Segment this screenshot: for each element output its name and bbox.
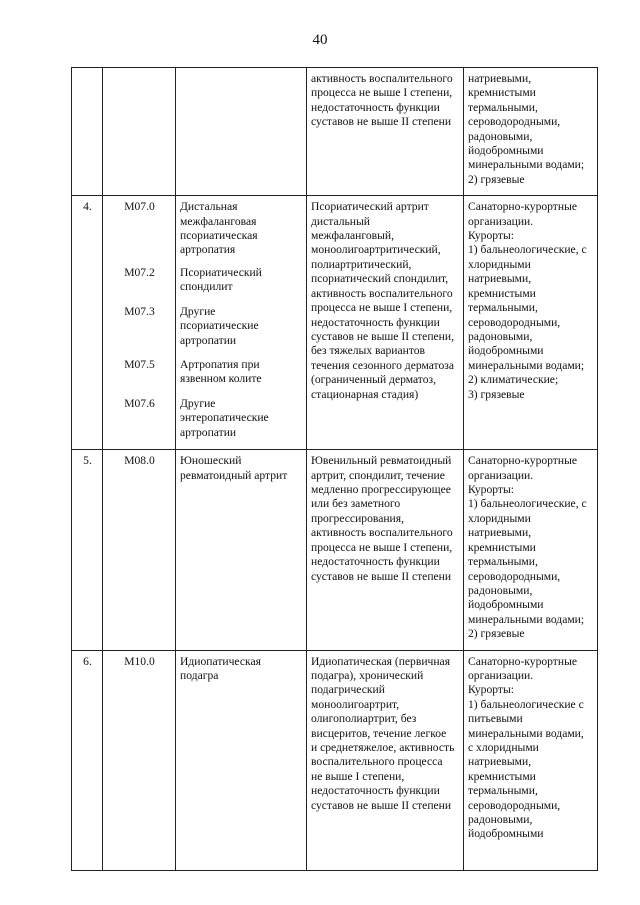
description-line: недостаточность функции bbox=[311, 100, 440, 114]
icd-code: M07.6 bbox=[124, 396, 155, 410]
treatment-line: Курорты: bbox=[468, 683, 514, 697]
treatment-line: минеральными водами; bbox=[468, 158, 585, 172]
description-line: подагрический bbox=[311, 683, 385, 697]
description-line: прогрессирования, bbox=[311, 511, 404, 525]
clinical-description-cell bbox=[307, 68, 464, 196]
description-line: не выше I степени, bbox=[311, 769, 405, 783]
description-line: Псориатический артрит bbox=[311, 200, 429, 214]
description-line: псориатический спондилит, bbox=[311, 272, 449, 286]
treatment-line: Курорты: bbox=[468, 229, 514, 243]
treatment-line: питьевыми bbox=[468, 712, 523, 726]
row-number-cell bbox=[72, 68, 103, 196]
icd-code-cell bbox=[103, 450, 176, 650]
treatment-line: 1) бальнеологические с bbox=[468, 697, 584, 711]
description-line: стационарная стадия) bbox=[311, 387, 419, 401]
treatment-line: радоновыми, bbox=[468, 329, 533, 343]
description-line: моноолигоартритический, bbox=[311, 243, 441, 257]
treatment-line: Санаторно-курортные bbox=[468, 200, 578, 214]
row-number: 6. bbox=[83, 654, 92, 668]
diagnosis-name-line: энтеропатические bbox=[180, 411, 269, 425]
diagnosis-name-line: артропатии bbox=[180, 425, 237, 439]
diagnosis-name-line: Другие bbox=[180, 396, 216, 410]
description-line: суставов не выше II степени bbox=[311, 115, 452, 129]
treatment-line: минеральными водами; bbox=[468, 358, 585, 372]
treatment-line: радоновыми, bbox=[468, 813, 533, 826]
description-line: активность воспалительного bbox=[311, 526, 453, 540]
description-line: процесса не выше I степени, bbox=[311, 301, 453, 315]
diagnosis-name-line: ревматоидный артрит bbox=[180, 468, 288, 482]
treatment-line: радоновыми, bbox=[468, 583, 533, 597]
treatment-line: термальными, bbox=[468, 784, 538, 798]
table-row bbox=[72, 450, 598, 650]
treatment-line: организации. bbox=[468, 668, 534, 682]
diagnosis-name-line: подагра bbox=[180, 668, 219, 682]
treatment-line: кремнистыми bbox=[468, 540, 536, 554]
treatment-line: натриевыми, bbox=[468, 272, 532, 286]
treatment-line: сероводородными, bbox=[468, 115, 561, 129]
treatment-cell bbox=[464, 196, 598, 450]
treatment-line: сероводородными, bbox=[468, 315, 561, 329]
icd-code: M08.0 bbox=[124, 454, 155, 468]
description-line: недостаточность функции bbox=[311, 315, 440, 329]
icd-code-cell bbox=[103, 650, 176, 870]
description-line: подагра), хронический bbox=[311, 668, 424, 682]
diagnosis-name-line: артропатии bbox=[180, 333, 237, 347]
treatment-line: йодобромными bbox=[468, 144, 544, 158]
diagnosis-name-cell bbox=[176, 68, 307, 196]
diagnosis-name-line: псориатическая bbox=[180, 229, 258, 243]
treatment-line: минеральными водами; bbox=[468, 612, 585, 626]
description-line: моноолигоартрит, bbox=[311, 697, 400, 711]
diagnosis-name-line: межфаланговая bbox=[180, 214, 257, 228]
treatment-line: натриевыми, bbox=[468, 72, 532, 85]
diagnosis-name-line: Юношеский bbox=[180, 454, 242, 468]
medical-table bbox=[71, 67, 598, 871]
treatment-line: 3) грязевые bbox=[468, 387, 525, 401]
description-line: олигополиартрит, без bbox=[311, 712, 417, 726]
description-line: артрит, спондилит, течение bbox=[311, 468, 445, 482]
description-line: суставов не выше II степени bbox=[311, 798, 452, 812]
icd-code-cell bbox=[103, 196, 176, 450]
description-line: висцеритов, течение легкое bbox=[311, 726, 447, 740]
description-line: межфаланговый, bbox=[311, 229, 395, 243]
table-row bbox=[72, 196, 598, 450]
description-line: и среднетяжелое, активность bbox=[311, 740, 455, 754]
diagnosis-name-line: Дистальная bbox=[180, 200, 238, 214]
treatment-cell bbox=[464, 68, 598, 196]
treatment-line: 1) бальнеологические, с bbox=[468, 243, 587, 257]
treatment-line: сероводородными, bbox=[468, 798, 561, 812]
treatment-line: Санаторно-курортные bbox=[468, 454, 578, 468]
row-number-cell bbox=[72, 450, 103, 650]
description-line: (ограниченный дерматоз, bbox=[311, 373, 437, 387]
treatment-line: с хлоридными bbox=[468, 740, 539, 754]
treatment-line: йодобромными bbox=[468, 344, 544, 358]
description-line: процесса не выше I степени, bbox=[311, 540, 453, 554]
treatment-line: хлоридными bbox=[468, 257, 531, 271]
description-line: полиартритический, bbox=[311, 257, 412, 271]
row-number-cell bbox=[72, 650, 103, 870]
icd-code: M07.3 bbox=[124, 304, 155, 318]
diagnosis-name-line: язвенном колите bbox=[180, 372, 262, 386]
treatment-line: йодобромными bbox=[468, 598, 544, 612]
treatment-line: организации. bbox=[468, 468, 534, 482]
treatment-cell bbox=[464, 650, 598, 870]
treatment-line: Санаторно-курортные bbox=[468, 654, 578, 668]
treatment-line: кремнистыми bbox=[468, 769, 536, 783]
diagnosis-name-cell bbox=[176, 650, 307, 870]
description-line: или без заметного bbox=[311, 497, 401, 511]
icd-code: M10.0 bbox=[124, 654, 155, 668]
diagnosis-name-cell bbox=[176, 196, 307, 450]
diagnosis-name-line: псориатические bbox=[180, 319, 259, 333]
description-line: активность воспалительного bbox=[311, 72, 453, 85]
diagnosis-name-line: артропатия bbox=[180, 243, 236, 257]
treatment-line: йодобромными bbox=[468, 827, 544, 841]
treatment-line: 2) грязевые bbox=[468, 172, 525, 186]
description-line: воспалительного процесса bbox=[311, 755, 443, 769]
diagnosis-name-line: Идиопатическая bbox=[180, 654, 261, 668]
description-line: без тяжелых вариантов bbox=[311, 344, 426, 358]
treatment-line: кремнистыми bbox=[468, 286, 536, 300]
treatment-line: термальными, bbox=[468, 555, 538, 569]
diagnosis-name-line: Артропатия при bbox=[180, 357, 260, 371]
icd-code: M07.5 bbox=[124, 357, 155, 371]
icd-code-cell bbox=[103, 68, 176, 196]
treatment-line: организации. bbox=[468, 214, 534, 228]
treatment-line: 2) грязевые bbox=[468, 627, 525, 641]
diagnosis-name-line: Другие bbox=[180, 304, 216, 318]
treatment-line: 1) бальнеологические, с bbox=[468, 497, 587, 511]
diagnosis-name-cell bbox=[176, 450, 307, 650]
table-row bbox=[72, 650, 598, 870]
diagnosis-name-line: Псориатический bbox=[180, 265, 262, 279]
treatment-line: натриевыми, bbox=[468, 755, 532, 769]
description-line: дистальный bbox=[311, 214, 370, 228]
description-line: активность воспалительного bbox=[311, 286, 453, 300]
description-line: Ювенильный ревматоидный bbox=[311, 454, 452, 468]
row-number: 4. bbox=[83, 200, 92, 214]
clinical-description-cell bbox=[307, 450, 464, 650]
icd-code: M07.0 bbox=[124, 200, 155, 214]
diagnosis-name-line: спондилит bbox=[180, 280, 233, 294]
page-number: 40 bbox=[312, 32, 328, 48]
row-number-cell bbox=[72, 196, 103, 450]
treatment-line: кремнистыми bbox=[468, 86, 536, 100]
clinical-description-cell bbox=[307, 650, 464, 870]
treatment-line: натриевыми, bbox=[468, 526, 532, 540]
clinical-description-cell bbox=[307, 196, 464, 450]
treatment-line: хлоридными bbox=[468, 511, 531, 525]
treatment-line: радоновыми, bbox=[468, 129, 533, 143]
treatment-line: Курорты: bbox=[468, 483, 514, 497]
description-line: недостаточность функции bbox=[311, 555, 440, 569]
description-line: недостаточность функции bbox=[311, 784, 440, 798]
row-number: 5. bbox=[83, 454, 92, 468]
treatment-line: термальными, bbox=[468, 301, 538, 315]
treatment-line: термальными, bbox=[468, 100, 538, 114]
description-line: течения сезонного дерматоза bbox=[311, 358, 454, 372]
description-line: медленно прогрессирующее bbox=[311, 483, 451, 497]
treatment-line: сероводородными, bbox=[468, 569, 561, 583]
treatment-line: минеральными водами, bbox=[468, 726, 584, 740]
description-line: суставов не выше II степени, bbox=[311, 329, 454, 343]
treatment-cell bbox=[464, 450, 598, 650]
table-row bbox=[72, 68, 598, 196]
description-line: процесса не выше I степени, bbox=[311, 86, 453, 100]
description-line: суставов не выше II степени bbox=[311, 569, 452, 583]
description-line: Идиопатическая (первичная bbox=[311, 654, 451, 668]
treatment-line: 2) климатические; bbox=[468, 373, 559, 387]
icd-code: M07.2 bbox=[124, 265, 155, 279]
